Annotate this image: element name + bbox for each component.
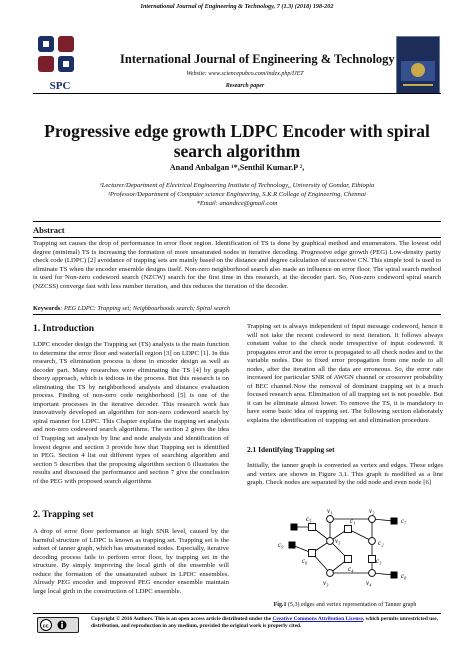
check-node	[391, 572, 398, 579]
check-node	[309, 524, 316, 531]
introduction-text: LDPC encoder design the Trapping set (TS) analysis is the main function to determine the error floor and waterfall region [3] on LDPC [1]. In this research, TS elimination process is done in encoder design as well as decoder part. Many researches were eliminating the TS [4] by graph theory approach, which is tedious in the process. But this research is on eliminating the TS by neighborhood analysis and distance evaluation process. Finding of non-zero code neighborhood [5] is one of the important processes in the iterative decoder. This research work has innovatively developed an algorithm for non-zero codeword search by spiral manner for LDPC. This Chapter explains the trapping set analysis and non-zero codeword search algorithms. The section 2 gives the idea of Trapping set analysis by line and node analysis and identification of lowest degree and section 3 provide how that Trapping set is identified in PEG. Section 4 list out different types of searching algorithm and section 5 describes that the proposing algorithm section 6 illustrates the results and discussed the performance and section 7 give the conclusion of the PEG with proposed search algorithms	[33, 341, 229, 485]
label-v5: v₅	[335, 537, 341, 545]
label-c4: c₄	[348, 565, 354, 573]
label-v4: v₄	[366, 579, 372, 587]
journal-title: International Journal of Engineering & Technology	[120, 52, 395, 66]
label-c9: c₉	[278, 541, 284, 549]
section-introduction-heading: 1. Introduction	[33, 324, 95, 334]
variable-node	[369, 570, 376, 577]
variable-node	[327, 570, 334, 577]
paper-title	[40, 121, 434, 161]
cc-badge-art-icon	[38, 618, 78, 632]
variable-node	[369, 516, 376, 523]
license-link[interactable]: Creative Commons Attribution License	[272, 616, 363, 622]
abstract-heading: Abstract	[33, 225, 65, 235]
label-v1: v₁	[327, 507, 333, 515]
paper-type: Research paper	[225, 83, 265, 89]
abstract-top-rule	[33, 221, 441, 222]
label-v2: v₂	[369, 507, 375, 515]
cover-art-icon	[397, 37, 439, 93]
graph-edges	[292, 519, 394, 575]
abstract-text: Trapping set causes the drop of performance in error floor region. Identification of TS is done by graphical method and enumerators. The lowest odd degree (minimal) TS is increasing the formation of more unsaturated nodes in iterative decoding. Progressive edge growth (PEG) Low-density parity check code (LDPC) [2] avoidance of trapping sets are mainly based on the distance and degree calculation of successive CN. This simple tool is used to eliminate TS when the encoder ensemble designs itself. Non-zero neighborhood search also made an influence on error floor. The spiral search method is used for Non-zero codeword search (NZCW) search for the first time in this research, at the decoder part. So, Non-zero codeword spiral search (NZCSS) converge fast with less number iteration, and this reduces the iteration of the decoder.	[33, 240, 441, 290]
journal-website[interactable]: Website: www.sciencepubco.com/index.php/IJET	[186, 71, 304, 77]
section-trapping-set-heading: 2. Trapping set	[33, 510, 94, 520]
variable-node	[369, 538, 376, 545]
identifying-trapping-set-text: Initially, the tanner graph is converted as vertex and edges. These edges and vertex are shown in Figure 3.1. This graph is modified as a line graph. Check nodes are separated by the odd node and even node [6]	[247, 462, 443, 487]
spc-logo-icon	[34, 34, 78, 84]
check-node	[291, 524, 298, 531]
figure-caption-label: Fig.1	[273, 602, 287, 608]
check-node	[391, 518, 398, 525]
label-c3: c₃	[376, 557, 382, 565]
label-c2: c₂	[378, 539, 384, 547]
check-node	[369, 556, 376, 563]
check-nodes	[309, 524, 376, 563]
label-c6: c₆	[302, 557, 308, 565]
variable-node	[327, 538, 334, 545]
author-email[interactable]: *Email: anandtce@gmail.com	[196, 200, 278, 207]
label-c1: c₁	[350, 517, 356, 525]
abstract-heading-rule	[33, 237, 441, 238]
check-node	[345, 556, 352, 563]
copyright-text: Copyright © 2016 Authors. This is an open access article distributed under the	[91, 616, 273, 622]
trapping-set-continued-text: Trapping set is always independent of input message codeword, hence it will not take the recent codeword to next iteration. It follows always constant value to the check node irrespective of input codeword. It propagates error and the error is propagated to all check nodes and to the variable nodes. Due to fixed error propagation from one node to all nodes, after the iteration all the data are erroneous. So, the error rate increased for particular SNR of AWGN channel or crossover probability of BEC channel.Now the removal of dominant trapping set is a much focused research area. Elimination of all trapping set is not possible. But it can be eliminate almost lower. To remove the TS, it is mandatory to have some basic idea of trapping set. The following section elaborately explains the identification of trapping set and elimination procedure.	[247, 323, 443, 425]
figure-caption-text: (5,3) edges and vertex representation of Tanner graph	[286, 602, 417, 608]
keywords-list: : PEG LDPC: Trapping set; Neighbourhoods search; Spiral search	[60, 305, 231, 312]
label-c7: c₇	[401, 517, 407, 525]
label-v3: v₃	[323, 579, 329, 587]
label-c5: c₅	[306, 515, 312, 523]
variable-node	[327, 516, 334, 523]
author-list: Anand Anbalgan ¹*,Senthil Kumar.P ²,	[169, 163, 305, 172]
copyright-tail: , which permits unrestricted use, distribution, and reproduction in any medium, provided the original work is properly cited.	[91, 616, 439, 629]
figure-caption	[247, 602, 443, 608]
keywords-label: Keywords	[33, 305, 61, 312]
journal-cover-image	[396, 36, 440, 94]
header-rule	[33, 93, 441, 94]
tanner-graph-figure	[268, 505, 428, 593]
cc-badge-text: cc	[42, 623, 49, 630]
affiliation-2: ²Professor/Department of Computer science Engineering, S.K.R College of Engineering, Chennai	[108, 191, 366, 198]
cc-license-badge-icon[interactable]	[37, 617, 79, 633]
check-node	[309, 550, 316, 557]
journal-citation: International Journal of Engineering & Technology, 7 (1.3) (2018) 198-202	[140, 3, 334, 10]
title-line-1: Progressive edge growth LDPC Encoder with spiral	[44, 121, 430, 141]
check-node	[345, 526, 352, 533]
trapping-set-text: A drop of error floor performance at high SNR level, caused by the harmful structure of LDPC is known as trapping set. Trapping set is the subset of tanner graph, which has unsaturated nodes. Especially, iterative decoding process fails to perform error floor, by trapping set in the structure. By simply improving the local girth of the ensemble will reduce the formation of the unsaturated subset in LPDC ensembles. Already PEG encoder and improved PEG encoder ensemble maintain large local girth in the construction of LDPC ensemble.	[33, 528, 229, 595]
spc-logo-text: SPC	[49, 80, 71, 92]
label-c8: c₈	[401, 572, 407, 580]
copyright-notice	[91, 616, 441, 630]
affiliation-1: ¹Lecturer/Department of Electrical Engineering Institute of Technology,, University of Gondar, Ethiopia	[99, 182, 375, 189]
abstract-bottom-rule	[33, 314, 441, 315]
keywords	[33, 305, 441, 312]
check-node	[289, 542, 296, 549]
title-line-2: search algorithm	[173, 141, 301, 161]
subsection-identifying-trapping-set-heading: 2.1 Identifying Trapping set	[247, 445, 335, 454]
footer-rule	[33, 613, 441, 614]
